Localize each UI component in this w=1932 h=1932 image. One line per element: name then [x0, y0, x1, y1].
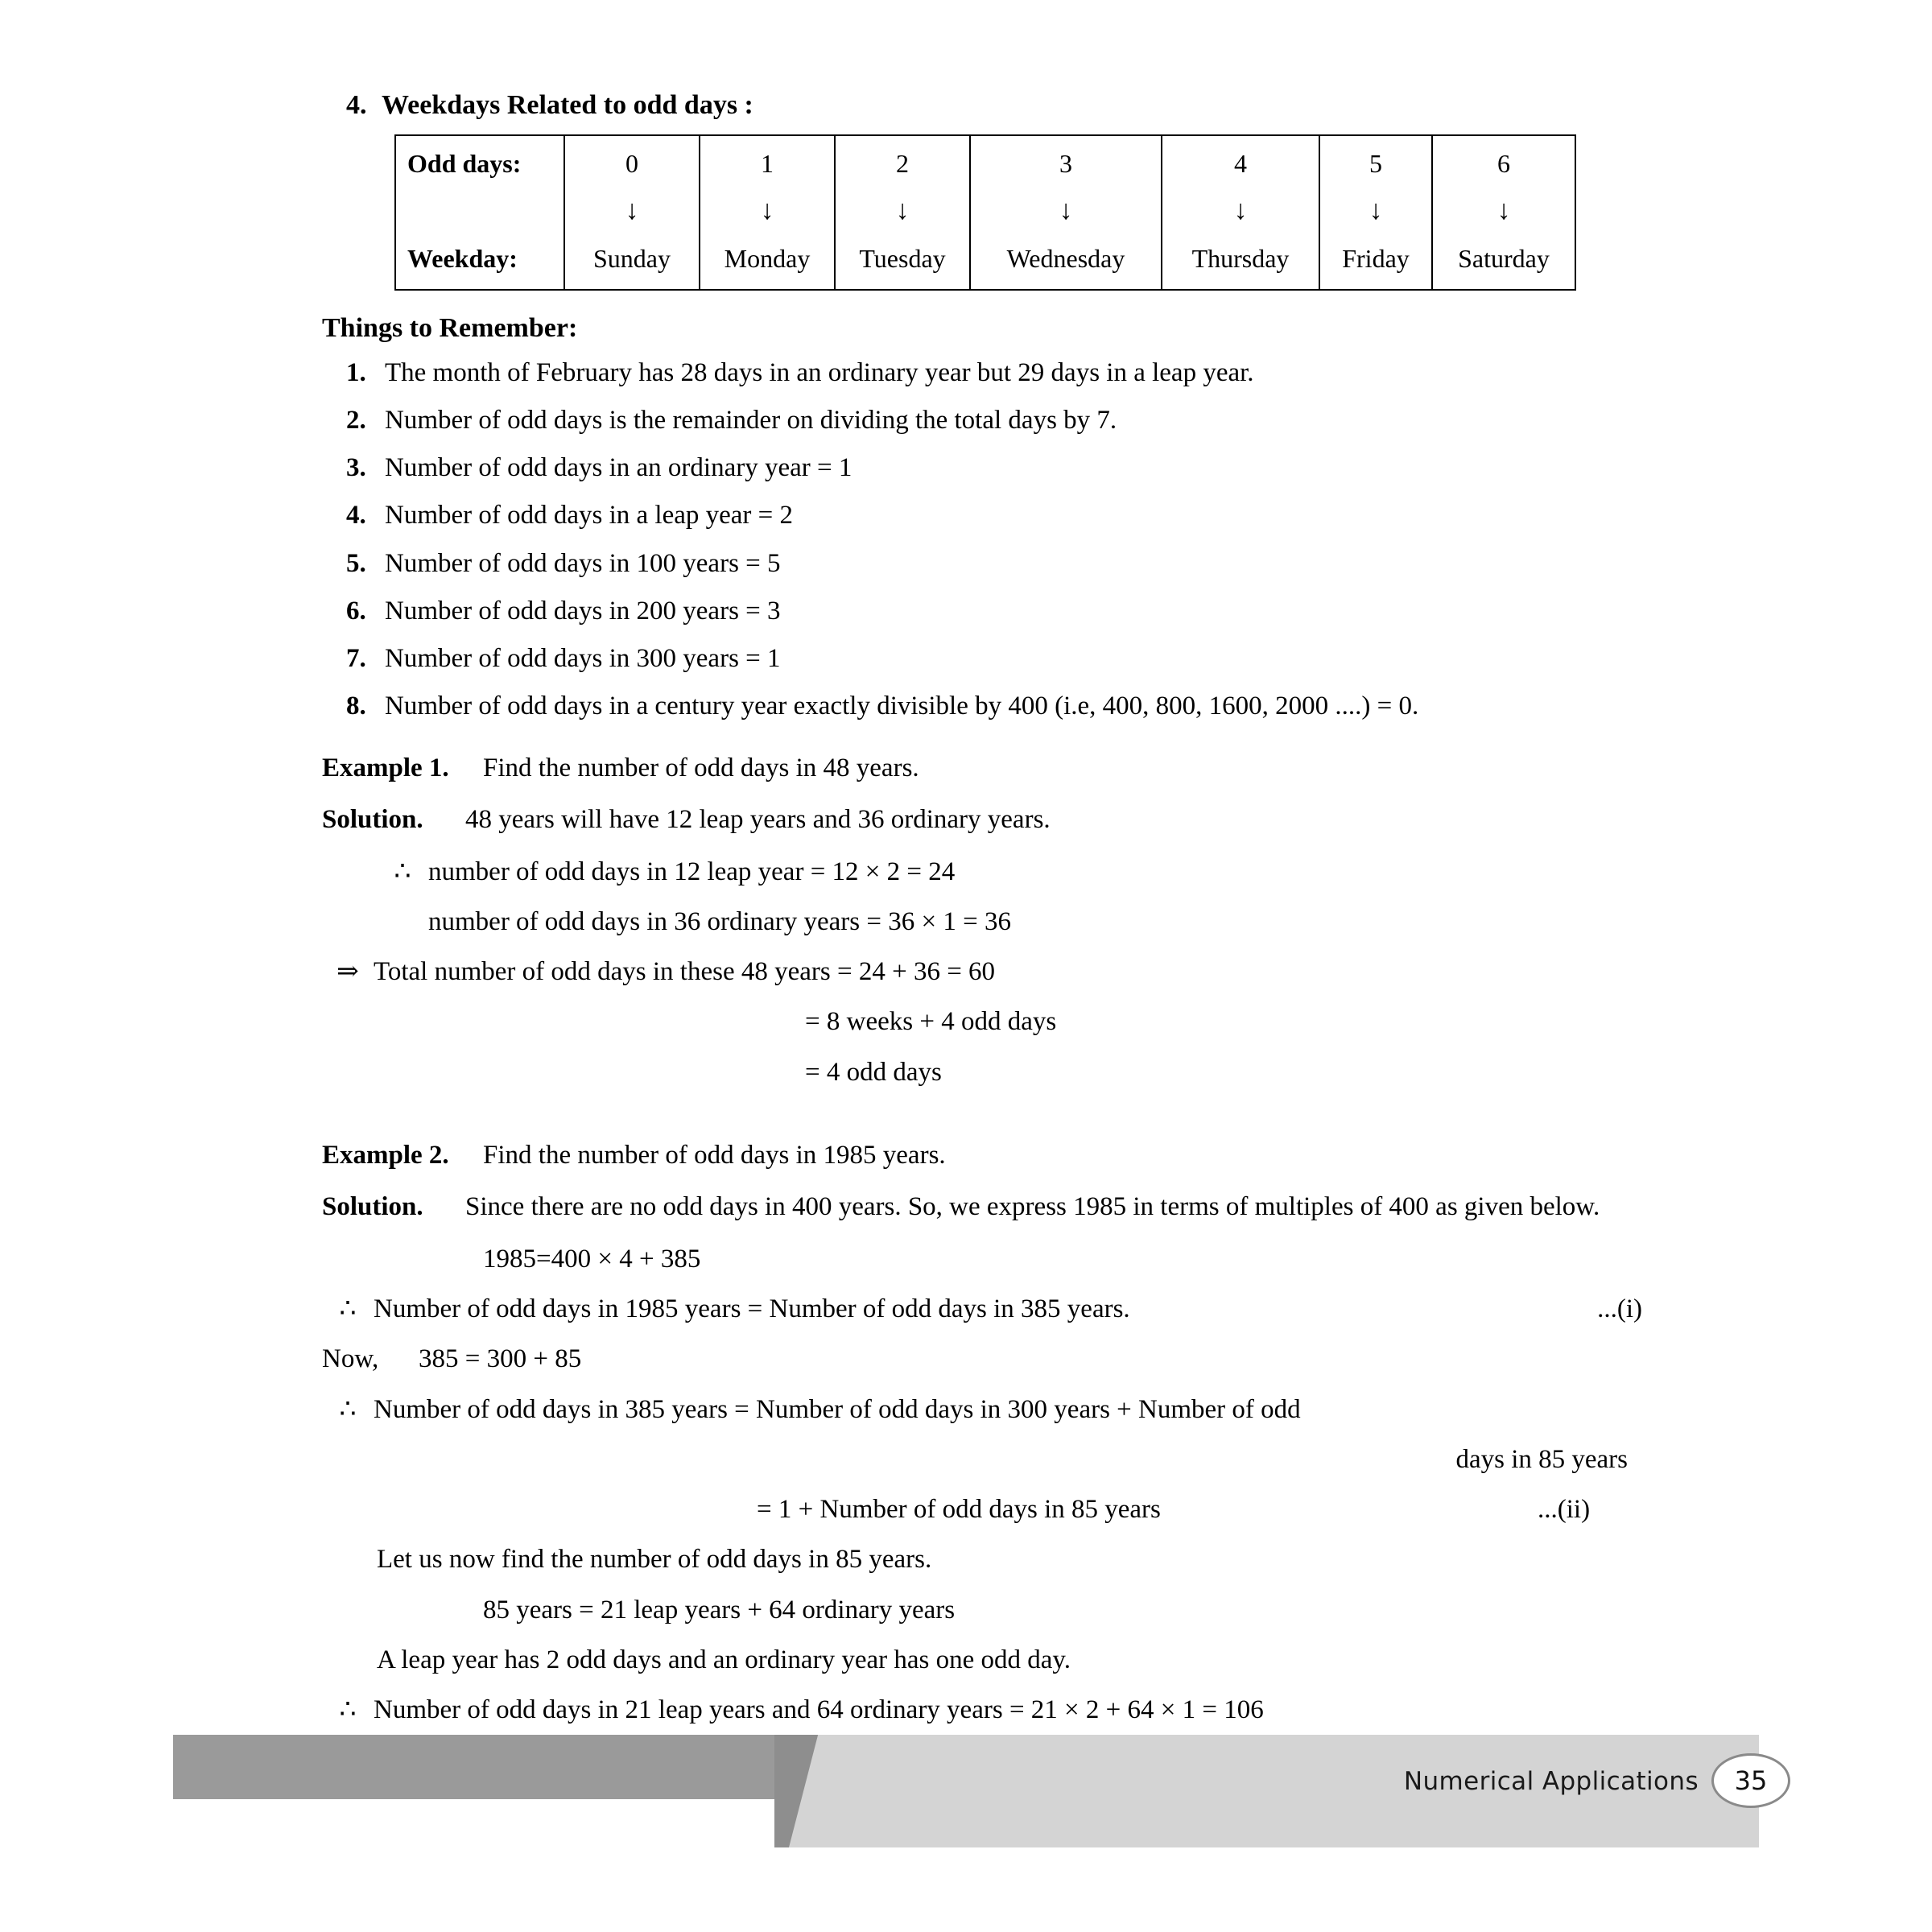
therefore-symbol: ∴: [339, 1294, 357, 1324]
table-cell-odd-2: 2: [835, 135, 970, 186]
table-cell-weekday-6: Saturday: [1432, 236, 1575, 290]
example-2-line-ii-b: days in 85 years: [1455, 1444, 1628, 1474]
down-arrow-icon: ↓: [1432, 186, 1575, 236]
arrow-row-spacer: [395, 186, 564, 236]
list-item-number: 7.: [346, 644, 366, 673]
example-1-solution-label: Solution.: [322, 804, 423, 834]
therefore-symbol: ∴: [339, 1695, 357, 1725]
example-1-step-1-text: number of odd days in 12 leap year = 12 × 2 = 24: [428, 857, 956, 886]
example-2-equation-1: 1985=400 × 4 + 385: [483, 1244, 701, 1274]
example-1-label: Example 1.: [322, 753, 449, 782]
section-title: Weekdays Related to odd days :: [382, 90, 753, 120]
list-item-number: 2.: [346, 405, 366, 435]
example-2-question: Find the number of odd days in 1985 years.: [483, 1140, 946, 1170]
list-item-number: 4.: [346, 501, 366, 530]
example-2-solution-label: Solution.: [322, 1192, 423, 1222]
footer-dark-band: [173, 1735, 809, 1799]
down-arrow-icon: ↓: [1319, 186, 1432, 236]
list-item: [346, 357, 1642, 389]
example-2-final-line: [322, 1693, 1642, 1727]
footer-chapter-label: Numerical Applications: [1403, 1767, 1699, 1796]
table-cell-odd-3: 3: [970, 135, 1162, 186]
table-cell-odd-1: 1: [700, 135, 835, 186]
table-cell-weekday-4: Thursday: [1162, 236, 1319, 290]
list-item-text: Number of odd days in a century year exactly divisible by 400 (i.e, 400, 800, 1600, 2000 ....) = 0.: [385, 691, 1419, 721]
table-cell-weekday-5: Friday: [1319, 236, 1432, 290]
list-item-text: The month of February has 28 days in an ordinary year but 29 days in a leap year.: [385, 357, 1254, 387]
example-2-question-line: [322, 1139, 1642, 1172]
list-item-number: 6.: [346, 596, 366, 625]
down-arrow-icon: ↓: [700, 186, 835, 236]
example-2-line-ii-c-row: [322, 1492, 1642, 1526]
table-cell-odd-0: 0: [564, 135, 700, 186]
list-item: [346, 642, 1642, 675]
example-1-solution-line: [322, 803, 1642, 837]
example-1-step-5: = 4 odd days: [805, 1057, 942, 1087]
example-2-line-ii-a: [322, 1393, 1642, 1426]
list-item-text: Number of odd days in 200 years = 3: [385, 596, 781, 625]
example-1-step-4: = 8 weeks + 4 odd days: [805, 1007, 1057, 1037]
list-item: [346, 404, 1642, 436]
down-arrow-icon: ↓: [564, 186, 700, 236]
table-row-arrows: [395, 186, 1575, 236]
list-item-number: 8.: [346, 691, 366, 721]
table-cell-weekday-2: Tuesday: [835, 236, 970, 290]
example-1-block: [322, 752, 1642, 1089]
table-cell-odd-6: 6: [1432, 135, 1575, 186]
table-cell-weekday-0: Sunday: [564, 236, 700, 290]
section-number: 4.: [346, 90, 367, 120]
weekday-row-label: Weekday:: [395, 236, 564, 290]
example-1-question-line: [322, 752, 1642, 785]
example-2-now-equation: 385 = 300 + 85: [419, 1344, 582, 1374]
example-2-line-ii-a-text: Number of odd days in 385 years = Number of odd days in 300 years + Number of odd: [374, 1394, 1301, 1424]
example-2-block: [322, 1139, 1642, 1727]
example-2-85-years-line: 85 years = 21 leap years + 64 ordinary years: [483, 1595, 956, 1624]
example-1-question: Find the number of odd days in 48 years.: [483, 753, 919, 782]
table-cell-odd-4: 4: [1162, 135, 1319, 186]
list-item-text: Number of odd days is the remainder on dividing the total days by 7.: [385, 405, 1117, 435]
list-item: [346, 452, 1642, 484]
table-row-weekdays: [395, 236, 1575, 290]
list-item: [346, 690, 1642, 722]
list-item: [346, 595, 1642, 627]
example-2-line-i-text: Number of odd days in 1985 years = Number of odd days in 385 years.: [374, 1294, 1130, 1324]
now-label: Now,: [322, 1344, 379, 1374]
down-arrow-icon: ↓: [970, 186, 1162, 236]
table-row-odd-days: [395, 135, 1575, 186]
odd-days-table: [394, 134, 1576, 291]
list-item-text: Number of odd days in an ordinary year = 1: [385, 453, 852, 482]
table-cell-weekday-3: Wednesday: [970, 236, 1162, 290]
list-item: [346, 499, 1642, 531]
things-to-remember-list: [322, 357, 1642, 723]
page-content: [322, 89, 1642, 1743]
example-2-leap-line: A leap year has 2 odd days and an ordinary year has one odd day.: [377, 1645, 1071, 1674]
list-item-number: 1.: [346, 357, 366, 387]
reference-marker-ii: ...(ii): [1538, 1495, 1591, 1525]
down-arrow-icon: ↓: [1162, 186, 1319, 236]
down-arrow-icon: ↓: [835, 186, 970, 236]
table-cell-weekday-1: Monday: [700, 236, 835, 290]
list-item-text: Number of odd days in a leap year = 2: [385, 501, 794, 530]
section-heading: [346, 89, 1642, 123]
example-2-label: Example 2.: [322, 1140, 449, 1170]
example-2-line-i: [322, 1292, 1642, 1326]
example-1-step-3-text: Total number of odd days in these 48 years = 24 + 36 = 60: [374, 957, 996, 987]
therefore-symbol: ∴: [394, 857, 411, 886]
example-2-now-line: [322, 1342, 1642, 1376]
list-item-text: Number of odd days in 100 years = 5: [385, 548, 781, 578]
example-1-step-2-text: number of odd days in 36 ordinary years = 36 × 1 = 36: [428, 906, 1011, 936]
list-item-text: Number of odd days in 300 years = 1: [385, 644, 781, 673]
example-1-solution-text: 48 years will have 12 leap years and 36 ordinary years.: [465, 804, 1051, 834]
example-2-solution-line: [322, 1190, 1642, 1224]
example-1-step-3: [322, 955, 1642, 989]
implies-symbol: ⇒: [336, 957, 359, 987]
example-2-line-ii-c-text: = 1 + Number of odd days in 85 years: [757, 1495, 1161, 1525]
example-1-step-2: [377, 905, 1642, 939]
list-item: [346, 547, 1642, 580]
example-2-solution-text: Since there are no odd days in 400 years. So, we express 1985 in terms of multiples of 400 as given below.: [465, 1192, 1600, 1222]
page-footer: [0, 1723, 1932, 1932]
odd-days-row-label: Odd days:: [395, 135, 564, 186]
things-to-remember-heading: Things to Remember:: [322, 312, 578, 343]
therefore-symbol: ∴: [339, 1394, 357, 1424]
reference-marker-i: ...(i): [1597, 1294, 1642, 1324]
list-item-number: 5.: [346, 548, 366, 578]
example-2-let-line: Let us now find the number of odd days in 85 years.: [377, 1545, 932, 1575]
page-number-badge: 35: [1711, 1753, 1790, 1808]
example-2-final-text: Number of odd days in 21 leap years and 64 ordinary years = 21 × 2 + 64 × 1 = 106: [374, 1695, 1264, 1725]
table-cell-odd-5: 5: [1319, 135, 1432, 186]
list-item-number: 3.: [346, 453, 366, 482]
odd-days-table-wrapper: [394, 134, 1642, 291]
example-1-step-1: [377, 855, 1642, 889]
